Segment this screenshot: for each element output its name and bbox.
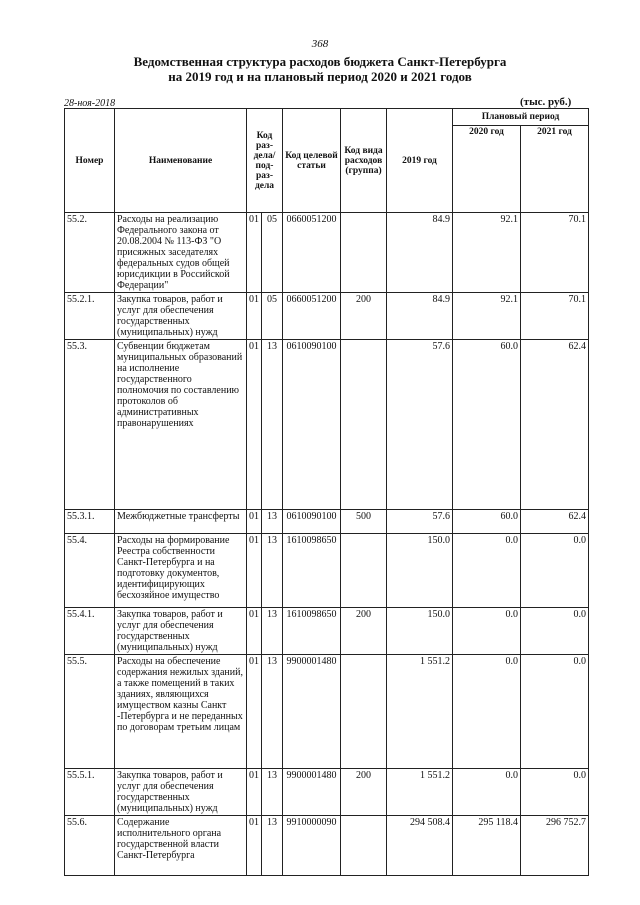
row-name: Закупка товаров, работ и услуг для обеспечения государственных (муниципальных) нужд <box>115 769 247 816</box>
table-row <box>65 655 589 769</box>
row-value-2021: 0.0 <box>521 655 589 769</box>
row-value-2020: 60.0 <box>453 340 521 510</box>
row-expense-type: 500 <box>341 510 387 534</box>
row-value-2021: 70.1 <box>521 213 589 293</box>
table-row <box>65 769 589 816</box>
row-name: Содержание исполнительного органа государственной власти Санкт-Петербурга <box>115 816 247 876</box>
row-subsection: 13 <box>262 769 283 816</box>
row-value-2021: 0.0 <box>521 608 589 655</box>
row-target-code: 0610090100 <box>283 510 341 534</box>
table-row <box>65 608 589 655</box>
row-value-2020: 295 118.4 <box>453 816 521 876</box>
row-subsection: 13 <box>262 510 283 534</box>
row-expense-type: 200 <box>341 293 387 340</box>
row-value-2021: 62.4 <box>521 510 589 534</box>
row-expense-type: 200 <box>341 769 387 816</box>
row-subsection: 13 <box>262 340 283 510</box>
row-target-code: 0660051200 <box>283 213 341 293</box>
row-value-2020: 0.0 <box>453 608 521 655</box>
title-line-2: на 2019 год и на плановый период 2020 и 2021 годов <box>168 69 472 84</box>
row-value-2020: 0.0 <box>453 655 521 769</box>
row-number: 55.3. <box>65 340 115 510</box>
row-section: 01 <box>247 816 262 876</box>
header-section: Код раз-дела/ под-раз-дела <box>247 109 283 213</box>
row-expense-type <box>341 340 387 510</box>
row-section: 01 <box>247 213 262 293</box>
row-value-2020: 0.0 <box>453 534 521 608</box>
row-name: Закупка товаров, работ и услуг для обеспечения государственных (муниципальных) нужд <box>115 608 247 655</box>
row-value-2019: 84.9 <box>387 293 453 340</box>
header-planned: Плановый период <box>453 109 589 126</box>
row-value-2020: 92.1 <box>453 293 521 340</box>
table-row <box>65 816 589 876</box>
row-value-2019: 1 551.2 <box>387 655 453 769</box>
row-target-code: 1610098650 <box>283 608 341 655</box>
row-number: 55.2. <box>65 213 115 293</box>
header-expense-type: Код вида расходов (группа) <box>341 109 387 213</box>
table-row <box>65 340 589 510</box>
row-target-code: 1610098650 <box>283 534 341 608</box>
row-expense-type <box>341 213 387 293</box>
row-value-2019: 150.0 <box>387 608 453 655</box>
units-label: (тыс. руб.) <box>520 96 572 108</box>
row-subsection: 05 <box>262 293 283 340</box>
row-number: 55.6. <box>65 816 115 876</box>
row-value-2021: 296 752.7 <box>521 816 589 876</box>
row-name: Закупка товаров, работ и услуг для обеспечения государственных (муниципальных) нужд <box>115 293 247 340</box>
document-title <box>0 54 640 84</box>
row-section: 01 <box>247 340 262 510</box>
header-target: Код целевой статьи <box>283 109 341 213</box>
row-subsection: 13 <box>262 534 283 608</box>
row-value-2019: 150.0 <box>387 534 453 608</box>
header-number: Номер <box>65 109 115 213</box>
header-2019: 2019 год <box>387 109 453 213</box>
title-line-1: Ведомственная структура расходов бюджета Санкт-Петербурга <box>133 54 507 69</box>
row-value-2021: 62.4 <box>521 340 589 510</box>
table-row <box>65 534 589 608</box>
budget-table <box>64 108 589 876</box>
row-name: Расходы на реализацию Федерального закона от 20.08.2004 № 113-ФЗ "О присяжных заседателях федеральных судов общей юрисдикции в Российской Федерации" <box>115 213 247 293</box>
table-row <box>65 293 589 340</box>
row-name: Расходы на обеспечение содержания нежилых зданий, а также помещений в таких зданиях, являющихся имуществом казны Санкт -Петербурга и не переданных по договорам третьим лицам <box>115 655 247 769</box>
row-target-code: 0660051200 <box>283 293 341 340</box>
page-number: 368 <box>311 38 329 50</box>
row-value-2021: 0.0 <box>521 534 589 608</box>
row-section: 01 <box>247 608 262 655</box>
row-value-2020: 60.0 <box>453 510 521 534</box>
row-number: 55.2.1. <box>65 293 115 340</box>
row-number: 55.4.1. <box>65 608 115 655</box>
row-value-2020: 92.1 <box>453 213 521 293</box>
header-2021: 2021 год <box>521 126 589 213</box>
row-number: 55.5. <box>65 655 115 769</box>
row-section: 01 <box>247 655 262 769</box>
row-target-code: 9900001480 <box>283 769 341 816</box>
row-section: 01 <box>247 534 262 608</box>
row-target-code: 9910000090 <box>283 816 341 876</box>
document-date: 28-ноя-2018 <box>64 98 116 109</box>
row-target-code: 0610090100 <box>283 340 341 510</box>
table-row <box>65 213 589 293</box>
row-value-2019: 84.9 <box>387 213 453 293</box>
row-subsection: 05 <box>262 213 283 293</box>
table-row <box>65 510 589 534</box>
row-value-2019: 294 508.4 <box>387 816 453 876</box>
table-body <box>65 213 589 876</box>
row-expense-type: 200 <box>341 608 387 655</box>
header-2020: 2020 год <box>453 126 521 213</box>
row-name: Субвенции бюджетам муниципальных образований на исполнение государственного полномочия по составлению протоколов об административных правонарушениях <box>115 340 247 510</box>
row-number: 55.3.1. <box>65 510 115 534</box>
row-target-code: 9900001480 <box>283 655 341 769</box>
row-value-2019: 57.6 <box>387 340 453 510</box>
row-number: 55.5.1. <box>65 769 115 816</box>
row-value-2019: 57.6 <box>387 510 453 534</box>
row-value-2021: 0.0 <box>521 769 589 816</box>
row-number: 55.4. <box>65 534 115 608</box>
row-section: 01 <box>247 769 262 816</box>
row-name: Межбюджетные трансферты <box>115 510 247 534</box>
row-value-2019: 1 551.2 <box>387 769 453 816</box>
row-expense-type <box>341 816 387 876</box>
row-subsection: 13 <box>262 608 283 655</box>
row-expense-type <box>341 534 387 608</box>
row-section: 01 <box>247 293 262 340</box>
row-value-2021: 70.1 <box>521 293 589 340</box>
row-section: 01 <box>247 510 262 534</box>
row-value-2020: 0.0 <box>453 769 521 816</box>
row-expense-type <box>341 655 387 769</box>
header-name: Наименование <box>115 109 247 213</box>
row-subsection: 13 <box>262 655 283 769</box>
row-name: Расходы на формирование Реестра собственности Санкт-Петербурга и на подготовку документов, идентифицирующих бесхозяйное имущество <box>115 534 247 608</box>
row-subsection: 13 <box>262 816 283 876</box>
